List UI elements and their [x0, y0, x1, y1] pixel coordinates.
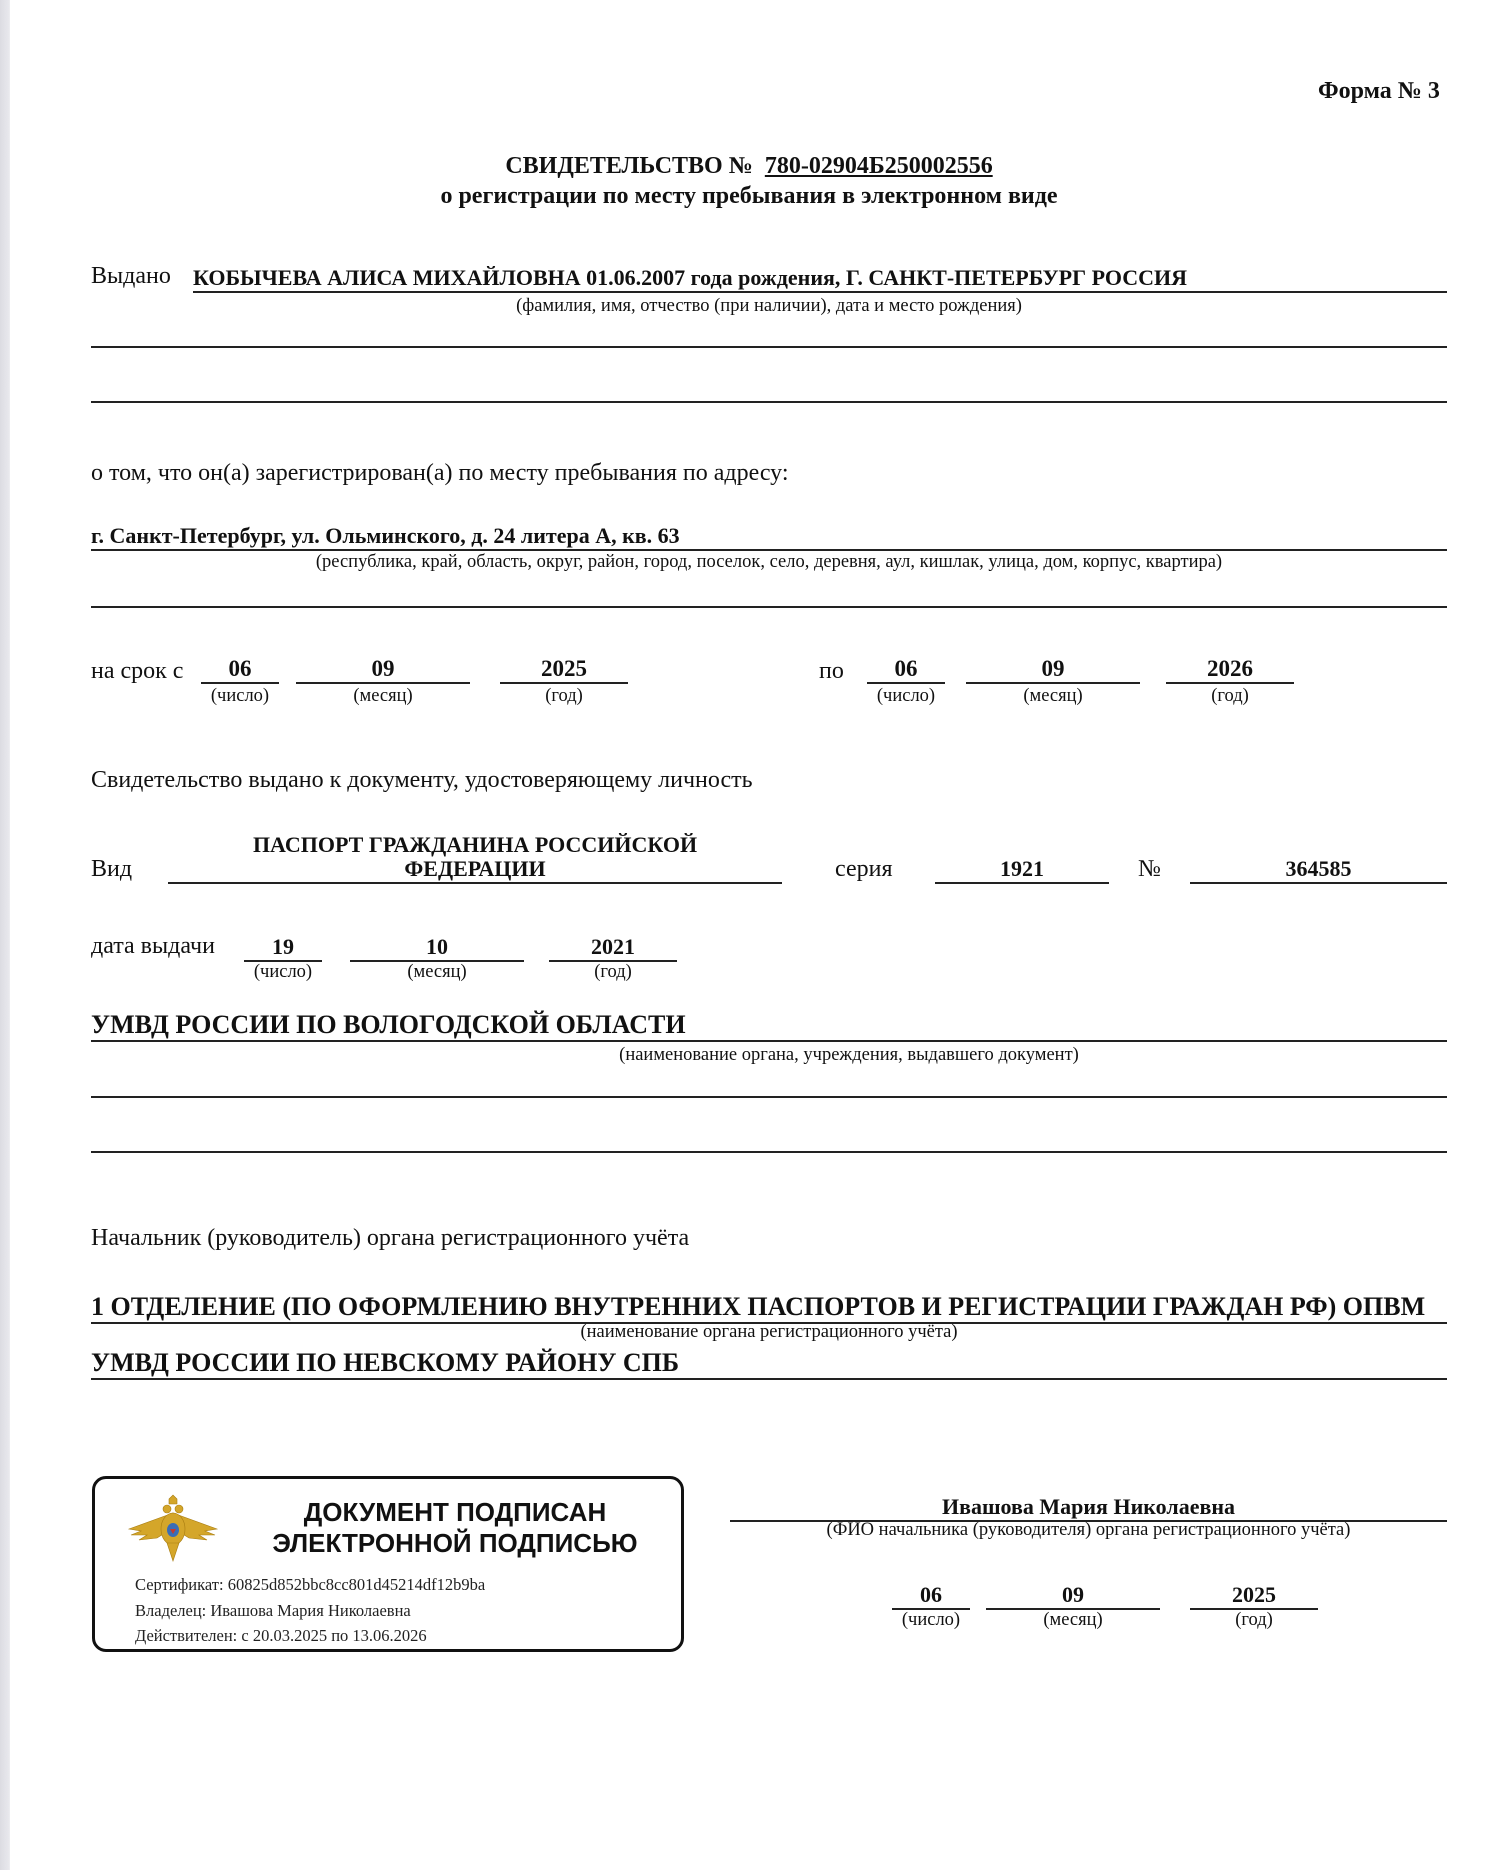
blank-line: [91, 346, 1447, 348]
caption-day: (число): [210, 686, 270, 706]
document-subtitle: о регистрации по месту пребывания в электронном виде: [440, 183, 1058, 209]
caption-month: (месяц): [407, 962, 467, 982]
document-title: [0, 153, 1498, 180]
registration-statement: о том, что он(а) зарегистрирован(а) по месту пребывания по адресу:: [91, 460, 789, 486]
blank-line: [91, 1096, 1447, 1098]
issued-to-caption: (фамилия, имя, отчество (при наличии), дата и место рождения): [516, 296, 1022, 316]
period-from-label: на срок с: [91, 658, 184, 684]
address-caption: (республика, край, область, округ, район, город, поселок, село, деревня, аул, кишлак, улица, дом, корпус, квартира): [315, 552, 1223, 572]
caption-day: (число): [901, 1610, 961, 1630]
stamp-validity: Действителен: с 20.03.2025 по 13.06.2026: [135, 1626, 427, 1645]
series-label: серия: [835, 856, 893, 882]
series-value: 1921: [935, 856, 1109, 884]
caption-month: (месяц): [353, 686, 413, 706]
caption-year: (год): [1211, 686, 1249, 706]
doc-type-line2: ФЕДЕРАЦИИ: [168, 856, 782, 884]
doc-type-label: Вид: [91, 856, 133, 882]
number-label: №: [1138, 856, 1161, 882]
form-number: Форма № 3: [1318, 78, 1440, 104]
caption-year: (год): [545, 686, 583, 706]
period-to-month: 09: [966, 656, 1140, 684]
electronic-signature-stamp: [92, 1476, 684, 1652]
doc-issuer-caption: (наименование органа, учреждения, выдавшего документ): [619, 1045, 1079, 1065]
signer-date-month: 09: [986, 1582, 1160, 1610]
caption-day: (число): [253, 962, 313, 982]
stamp-owner: Владелец: Ивашова Мария Николаевна: [135, 1601, 411, 1620]
stamp-title: [245, 1497, 665, 1559]
authority-line2: УМВД РОССИИ ПО НЕВСКОМУ РАЙОНУ СПБ: [91, 1348, 1447, 1380]
certificate-number: 780-02904Б250002556: [764, 153, 993, 179]
period-from-month: 09: [296, 656, 470, 684]
signer-name: Ивашова Мария Николаевна: [730, 1494, 1447, 1522]
viewer-left-edge: [0, 0, 10, 1870]
period-to-day: 06: [867, 656, 945, 684]
mvd-eagle-emblem-icon: [121, 1493, 225, 1565]
issue-date-day: 19: [244, 934, 322, 962]
authority-line1: 1 ОТДЕЛЕНИЕ (ПО ОФОРМЛЕНИЮ ВНУТРЕННИХ ПАСПОРТОВ И РЕГИСТРАЦИИ ГРАЖДАН РФ) ОПВМ: [91, 1292, 1447, 1324]
period-from-day: 06: [201, 656, 279, 684]
caption-month: (месяц): [1023, 686, 1083, 706]
issue-date-year: 2021: [549, 934, 677, 962]
issue-date-month: 10: [350, 934, 524, 962]
stamp-title-line2: ЭЛЕКТРОННОЙ ПОДПИСЬЮ: [272, 1528, 638, 1558]
issued-to-label: Выдано: [91, 263, 171, 289]
caption-year: (год): [594, 962, 632, 982]
identity-doc-intro: Свидетельство выдано к документу, удостоверяющему личность: [91, 767, 753, 793]
period-from-year: 2025: [500, 656, 628, 684]
signer-date-year: 2025: [1190, 1582, 1318, 1610]
blank-line: [91, 401, 1447, 403]
caption-month: (месяц): [1043, 1610, 1103, 1630]
registration-address: г. Санкт-Петербург, ул. Ольминского, д. 24 литера А, кв. 63: [91, 523, 1447, 551]
period-to-label: по: [819, 658, 844, 684]
number-value: 364585: [1190, 856, 1447, 884]
title-prefix: СВИДЕТЕЛЬСТВО №: [505, 153, 753, 179]
doc-type-line1: ПАСПОРТ ГРАЖДАНИНА РОССИЙСКОЙ: [252, 832, 698, 857]
issued-to-value: КОБЫЧЕВА АЛИСА МИХАЙЛОВНА 01.06.2007 года рождения, Г. САНКТ-ПЕТЕРБУРГ РОССИЯ: [193, 265, 1447, 293]
authority-caption: (наименование органа регистрационного учёта): [580, 1322, 958, 1342]
blank-line: [91, 1151, 1447, 1153]
blank-line: [91, 606, 1447, 608]
period-to-year: 2026: [1166, 656, 1294, 684]
issue-date-label: дата выдачи: [91, 933, 215, 959]
signer-date-day: 06: [892, 1582, 970, 1610]
authority-head-label: Начальник (руководитель) органа регистрационного учёта: [91, 1225, 690, 1251]
caption-day: (число): [876, 686, 936, 706]
caption-year: (год): [1235, 1610, 1273, 1630]
signer-caption: (ФИО начальника (руководителя) органа регистрационного учёта): [826, 1520, 1351, 1540]
stamp-title-line1: ДОКУМЕНТ ПОДПИСАН: [303, 1497, 607, 1527]
doc-issuer: УМВД РОССИИ ПО ВОЛОГОДСКОЙ ОБЛАСТИ: [91, 1010, 1447, 1042]
stamp-certificate: Сертификат: 60825d852bbc8cc801d45214df12b9ba: [135, 1575, 486, 1594]
